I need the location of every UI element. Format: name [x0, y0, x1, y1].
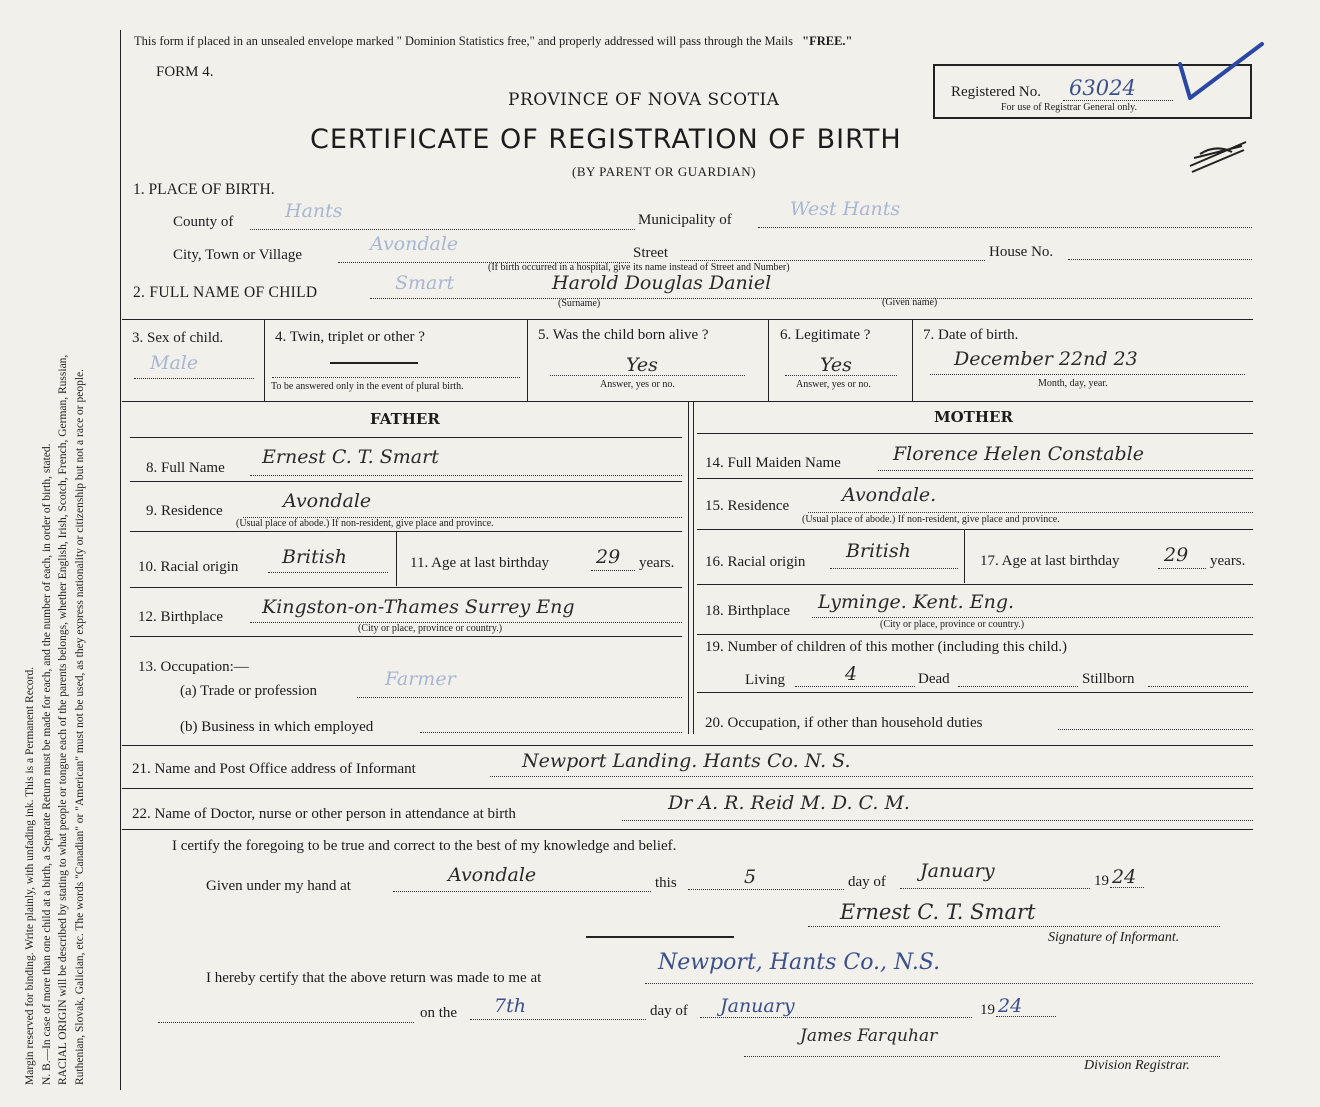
mother-residence-note: (Usual place of abode.) If non-resident, give place and province. — [802, 514, 1060, 525]
hospital-note: (If birth occurred in a hospital, give its name instead of Street and Number) — [488, 262, 790, 273]
mother-racial-label: 16. Racial origin — [705, 554, 806, 570]
house-number-label: House No. — [989, 244, 1054, 260]
legitimate-label: 6. Legitimate ? — [780, 327, 871, 343]
trade-label: (a) Trade or profession — [180, 683, 318, 699]
mother-age-value: 29 — [1164, 544, 1189, 566]
mother-racial-value: British — [846, 540, 911, 562]
date-of-birth-value: December 22nd 23 — [954, 348, 1138, 370]
province-heading: PROVINCE OF NOVA SCOTIA — [508, 90, 780, 110]
given-name-caption: (Given name) — [882, 297, 938, 308]
city-value: Avondale — [370, 233, 459, 255]
city-label: City, Town or Village — [173, 247, 303, 263]
mother-name-value: Florence Helen Constable — [893, 443, 1145, 465]
informant-value: Newport Landing. Hants Co. N. S. — [522, 750, 851, 772]
father-residence-value: Avondale — [283, 490, 372, 512]
twin-dash — [330, 362, 418, 364]
trade-value: Farmer — [385, 668, 456, 690]
registration-year-value: 24 — [998, 995, 1023, 1017]
sex-value: Male — [150, 352, 199, 374]
informant-label: 21. Name and Post Office address of Informant — [132, 761, 416, 777]
doctor-value: Dr A. R. Reid M. D. C. M. — [668, 792, 910, 814]
mail-notice — [134, 34, 852, 49]
certification-statement: I certify the foregoing to be true and correct to the best of my knowledge and belief. — [172, 838, 677, 854]
mother-years-label: years. — [1210, 553, 1246, 569]
father-age-label: 11. Age at last birthday — [410, 555, 549, 571]
mother-birthplace-note: (City or place, province or country.) — [880, 619, 1025, 630]
margin-note-racial-origin-cont: Ruthenian, Slovak, Galician, etc. The words "Canadian" or "American" must not be used, as they express nationality or citizenship but not a race or people. — [73, 368, 86, 1085]
registration-month-value: January — [720, 995, 795, 1017]
born-alive-value: Yes — [626, 354, 658, 376]
child-given-names: Harold Douglas Daniel — [552, 272, 772, 294]
municipality-value: West Hants — [790, 198, 901, 220]
father-racial-value: British — [282, 546, 347, 568]
surname-caption: (Surname) — [558, 298, 601, 309]
registrar-place-value: Newport, Hants Co., N.S. — [658, 950, 941, 975]
month-value: January — [920, 860, 995, 882]
living-label: Living — [745, 672, 785, 688]
child-surname: Smart — [395, 272, 455, 294]
registrar-caption: Division Registrar. — [1084, 1058, 1190, 1073]
born-alive-note: Answer, yes or no. — [600, 379, 675, 390]
legitimate-note: Answer, yes or no. — [796, 379, 871, 390]
mother-residence-label: 15. Residence — [705, 498, 790, 514]
mother-heading: MOTHER — [934, 408, 1013, 426]
county-label: County of — [173, 214, 234, 230]
registrar-use-note: For use of Registrar General only. — [1001, 102, 1137, 113]
date-of-birth-label: 7. Date of birth. — [923, 327, 1019, 343]
registered-label: Registered No. — [951, 84, 1041, 100]
informant-signature-caption: Signature of Informant. — [1048, 930, 1180, 945]
scribble-mark-icon — [1186, 136, 1252, 176]
father-birthplace-value: Kingston-on-Thames Surrey Eng — [262, 596, 575, 618]
margin-notes — [22, 355, 88, 1085]
on-the-label: on the — [420, 1005, 458, 1021]
margin-note-racial-origin: RACIAL ORIGIN will be described by stating to what people or tongue each of the parents belongs, whether English, Irish, Scotch, French, German, Russian, — [57, 354, 69, 1085]
twin-note: To be answered only in the event of plural birth. — [271, 381, 464, 392]
mother-residence-value: Avondale. — [842, 484, 937, 506]
business-label: (b) Business in which employed — [180, 719, 374, 735]
born-alive-label: 5. Was the child born alive ? — [538, 327, 709, 343]
child-name-label: 2. FULL NAME OF CHILD — [133, 284, 318, 301]
father-birthplace-label: 12. Birthplace — [138, 609, 223, 625]
registered-value: 63024 — [1069, 76, 1136, 100]
doctor-label: 22. Name of Doctor, nurse or other person in attendance at birth — [132, 806, 516, 822]
year-prefix: 19 — [1094, 873, 1109, 889]
checkmark-icon — [1176, 40, 1266, 110]
county-value: Hants — [285, 200, 343, 222]
municipality-label: Municipality of — [638, 212, 732, 228]
father-name-label: 8. Full Name — [146, 460, 225, 476]
street-label: Street — [633, 245, 668, 261]
given-place-value: Avondale — [448, 864, 537, 886]
living-value: 4 — [845, 663, 858, 685]
year-value: 24 — [1112, 866, 1137, 888]
registrar-statement: I hereby certify that the above return was made to me at — [206, 970, 542, 986]
margin-note-binding: Margin reserved for binding. Write plainly, with unfading ink. This is a Permanent Record. — [24, 666, 36, 1085]
registration-day-value: 7th — [494, 995, 526, 1017]
registrar-signature: James Farquhar — [800, 1026, 938, 1046]
informant-signature: Ernest C. T. Smart — [840, 900, 1036, 924]
father-age-value: 29 — [596, 546, 621, 568]
father-racial-label: 10. Racial origin — [138, 559, 239, 575]
mother-occupation-label: 20. Occupation, if other than household duties — [705, 715, 983, 731]
father-birthplace-note: (City or place, province or country.) — [358, 623, 503, 634]
children-count-label: 19. Number of children of this mother (including this child.) — [705, 639, 1068, 655]
day-of-label: day of — [848, 874, 886, 890]
certificate-subtitle: (BY PARENT OR GUARDIAN) — [572, 164, 757, 179]
mother-birthplace-label: 18. Birthplace — [705, 603, 790, 619]
registration-day-of-label: day of — [650, 1003, 688, 1019]
father-residence-label: 9. Residence — [146, 503, 223, 519]
mail-free-text: "FREE." — [802, 34, 853, 48]
place-of-birth-heading: 1. PLACE OF BIRTH. — [133, 181, 275, 198]
form-left-border — [120, 30, 121, 1090]
mother-name-label: 14. Full Maiden Name — [705, 455, 841, 471]
mother-age-label: 17. Age at last birthday — [980, 553, 1120, 569]
stillborn-label: Stillborn — [1082, 671, 1135, 687]
this-label: this — [655, 875, 677, 891]
mother-birthplace-value: Lyminge. Kent. Eng. — [818, 591, 1015, 613]
certification-separator — [586, 936, 734, 938]
legitimate-value: Yes — [820, 354, 852, 376]
father-residence-note: (Usual place of abode.) If non-resident, give place and province. — [236, 518, 494, 529]
father-occupation-label: 13. Occupation:— — [138, 659, 249, 675]
father-name-value: Ernest C. T. Smart — [262, 446, 439, 468]
father-years-label: years. — [639, 555, 675, 571]
day-value: 5 — [744, 866, 757, 888]
father-heading: FATHER — [370, 410, 440, 428]
mail-notice-text: This form if placed in an unsealed envelope marked " Dominion Statistics free," and properly addressed will pass through the Mails — [134, 34, 793, 48]
twin-label: 4. Twin, triplet or other ? — [275, 329, 425, 345]
sex-label: 3. Sex of child. — [132, 330, 224, 346]
certificate-title: CERTIFICATE OF REGISTRATION OF BIRTH — [310, 124, 902, 155]
form-number: FORM 4. — [156, 64, 214, 80]
registration-year-prefix: 19 — [980, 1002, 995, 1018]
margin-note-multiple-births: N. B.—In case of more than one child at a birth, a Separate Return must be made for each, and the number of each, in order of birth, stated. — [40, 443, 53, 1085]
dead-label: Dead — [918, 671, 950, 687]
date-of-birth-note: Month, day, year. — [1038, 378, 1108, 389]
given-at-label: Given under my hand at — [206, 878, 351, 894]
